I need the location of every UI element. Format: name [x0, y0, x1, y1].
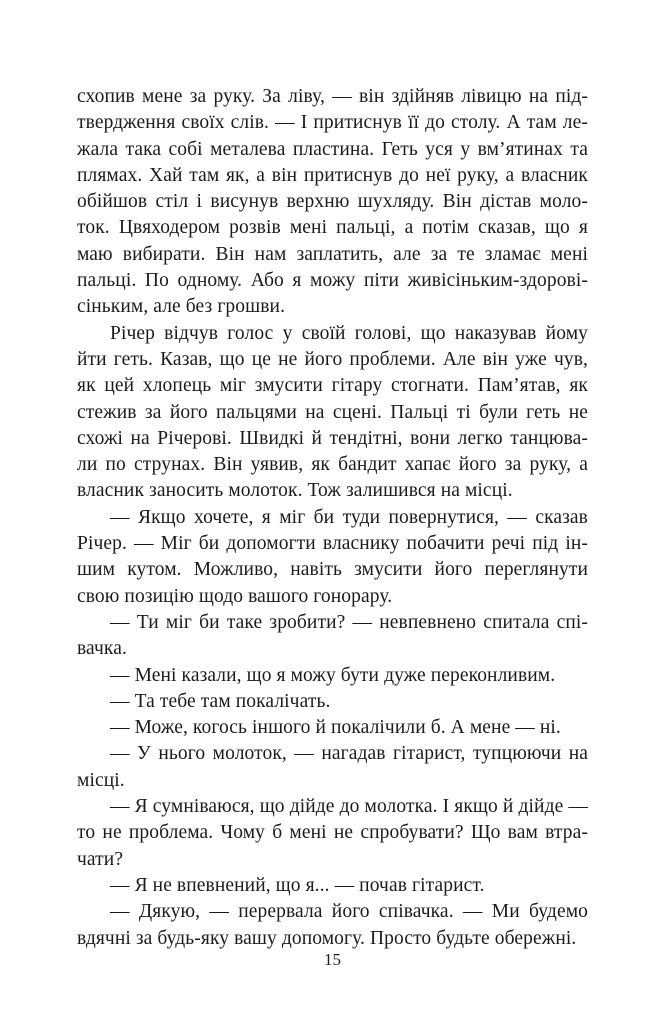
text-line: — Мені казали, що я можу бути дуже переконливим.: [110, 664, 556, 686]
text-line: вачка.: [77, 638, 127, 660]
page-number: 15: [324, 950, 341, 969]
text-line: Річер. — Міг би допомогти власнику побачити речі під ін-: [77, 533, 588, 555]
text-line: — Дякую, — перервала його співачка. — Ми будемо: [110, 901, 588, 923]
text-line: як цей хлопець міг змусити гітару стогнати. Пам’ятав, як: [77, 375, 588, 397]
text-line: шим кутом. Можливо, навіть змусити його переглянути: [77, 559, 588, 581]
text-line: обійшов стіл і висунув верхню шухляду. Він дістав моло-: [77, 191, 588, 213]
text-line: свою позицію щодо вашого гонорару.: [77, 585, 393, 607]
text-line: чати?: [77, 848, 124, 870]
text-line: пальці. По одному. Або я можу піти живісіньким-здорові-: [77, 270, 588, 292]
text-line: — Якщо хочете, я міг би туди повернутися, — сказав: [110, 506, 588, 528]
text-line: схожі на Річерові. Швидкі й тендітні, вони легко танцюва-: [77, 427, 588, 449]
text-line: — У нього молоток, — нагадав гітарист, тупцюючи на: [110, 743, 588, 765]
text-line: схопив мене за руку. За ліву, — він здійняв лівицю на під-: [77, 86, 588, 107]
text-line: твердження своїх слів. — І притиснув її до столу. А там ле-: [77, 112, 588, 134]
page-text: [77, 84, 588, 952]
text-line: маю вибирати. Він нам заплатить, але за те зламає мені: [77, 243, 588, 265]
text-line: йти геть. Казав, що це не його проблеми. Але він уже чув,: [77, 348, 588, 370]
text-line: — Я не впевнений, що я... — почав гітарист.: [110, 874, 485, 896]
text-line: вдячні за будь-яку вашу допомогу. Просто будьте обережні.: [77, 927, 577, 949]
text-line: — Може, когось іншого й покалічили б. А мене — ні.: [110, 717, 561, 739]
text-line: ток. Цвяходером розвів мені пальці, а потім сказав, що я: [77, 217, 588, 239]
text-line: власник заносить молоток. Тож залишився на місці.: [77, 480, 513, 502]
text-line: Річер відчув голос у своїй голові, що наказував йому: [110, 322, 588, 344]
text-line: — Ти міг би таке зробити? — невпевнено спитала спі-: [110, 611, 588, 633]
text-line: ли по струнах. Він уявив, як бандит хапає його за руку, а: [77, 454, 588, 476]
text-line: жала така собі металева пластина. Геть уся у вм’ятинах та: [77, 138, 588, 160]
text-line: — Я сумніваюся, що дійде до молотка. І якщо й дійде —: [110, 796, 588, 818]
text-line: то не проблема. Чому б мені не спробувати? Що вам втра-: [77, 822, 588, 844]
text-line: стежив за його пальцями на сцені. Пальці ті були геть не: [77, 401, 588, 423]
text-line: сіньким, але без грошви.: [77, 296, 286, 318]
text-line: місці.: [77, 769, 125, 791]
text-line: — Та тебе там покалічать.: [110, 690, 331, 712]
text-line: плямах. Хай там як, а він притиснув до неї руку, а власник: [77, 164, 588, 186]
